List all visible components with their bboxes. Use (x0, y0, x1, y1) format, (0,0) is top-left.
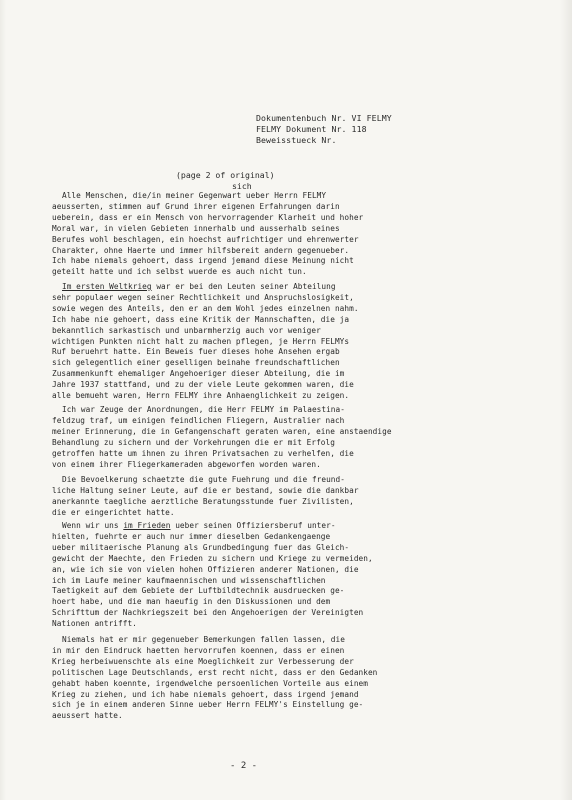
text-line: Wenn wir uns im Frieden ueber seinen Offiziersberuf unter- (62, 521, 336, 530)
text-line: Im ersten Weltkrieg war er bei den Leuten seiner Abteilung (62, 282, 336, 291)
text-line: Ich habe niemals gehoert, dass irgend jemand diese Meinung nicht (52, 256, 354, 266)
underlined-phrase: Im ersten Weltkrieg (62, 282, 152, 291)
paragraph-5 (52, 521, 522, 630)
text-line: Charakter, ohne Haerte und immer hilfsbereit andern gegenueber. (52, 245, 350, 255)
text-line: Taetigkeit auf dem Gebiete der Luftbildtechnik ausdruecken ge- (52, 586, 345, 596)
document-header (256, 113, 392, 146)
page-of-original-note: (page 2 of original) (176, 170, 275, 180)
text-line: hielten, fuehrte er auch nur immer dieselben Gedankengaenge (52, 531, 331, 541)
text-line: sich je in einem anderen Sinne ueber Herrn FELMY's Einstellung ge- (52, 700, 364, 710)
header-line-2: FELMY Dokument Nr. 118 (256, 124, 367, 134)
text-line: meiner Erinnerung, die in Gefangenschaft geraten waren, eine anstaendige (52, 426, 392, 436)
text-line: Schrifttum der Nachkriegszeit bei den Angehoerigen der Vereinigten (52, 608, 364, 618)
text-line: Ich habe nie gehoert, dass eine Kritik der Mannschaften, die ja (52, 314, 350, 324)
header-line-1: Dokumentenbuch Nr. VI FELMY (256, 113, 392, 123)
text-line: aeusserten, stimmen auf Grund ihrer eigenen Erfahrungen darin (52, 201, 340, 211)
handwritten-insertion: sich (232, 181, 252, 191)
text-line: Ruf beruehrt hatte. Ein Beweis fuer dieses hohe Ansehen ergab (52, 347, 340, 357)
text-line: alle bemueht waren, Herrn FELMY ihre Anhaenglichkeit zu zeigen. (52, 391, 350, 401)
text-line: an, wie ich sie von vielen hohen Offizieren anderer Nationen, die (52, 564, 359, 574)
text-line: Alle Menschen, die/in meiner Gegenwart ueber Herrn FELMY (62, 191, 327, 200)
text-line: aeussert hatte. (52, 711, 123, 721)
text-line: anerkannte taegliche aerztliche Beratungsstunde fuer Zivilisten, (52, 496, 354, 506)
text-line: Zusammenkunft ehemaliger Angehoeriger dieser Abteilung, die im (52, 369, 345, 379)
text-line: sowie wegen des Anteils, den er an dem Wohl jedes einzelnen nahm. (52, 303, 359, 313)
text-line: sehr populaer wegen seiner Rechtlichkeit und Anspruchslosigkeit, (52, 292, 354, 302)
text-line: ueber militaerische Planung als Grundbedingung fuer das Gleich- (52, 542, 350, 552)
text-line: Behandlung zu sichern und der Vorkehrungen die er mit Erfolg (52, 437, 335, 447)
text-line: ueberein, dass er ein Mensch von hervorragender Klarheit und hoher (52, 212, 364, 222)
text-line: getroffen hatte um ihnen zu ihren Privatsachen zu verhelfen, die (52, 448, 354, 458)
paragraph-4 (52, 475, 522, 519)
paragraph-2 (52, 282, 522, 402)
paragraph-1 (52, 191, 522, 278)
text-line: Berufes wohl beschlagen, ein hoechst aufrichtiger und ehrenwerter (52, 234, 359, 244)
text-line: bekanntlich sarkastisch und unbarmherzig auch vor weniger (52, 325, 321, 335)
text-line: Krieg zu ziehen, und ich habe niemals gehoert, dass irgend jemand (52, 689, 359, 699)
text-line: gewicht der Maechte, den Frieden zu sichern und Kriege zu vermeiden, (52, 553, 373, 563)
paragraph-3 (52, 405, 522, 470)
text-line: hoert habe, und die man haeufig in den Diskussionen und dem (52, 597, 331, 607)
text-line: die er eingerichtet hatte. (52, 507, 175, 517)
underlined-phrase: im Frieden (123, 521, 171, 530)
text-line: geteilt hatte und ich selbst wuerde es auch nicht tun. (52, 267, 307, 277)
text-line: von einem ihrer Fliegerkameraden abgeworfen worden waren. (52, 459, 321, 469)
paragraph-6 (52, 635, 522, 722)
page-number: - 2 - (230, 761, 258, 771)
text-line: in mir den Eindruck haetten hervorrufen koennen, dass er einen (52, 645, 345, 655)
text-line: sich gelegentlich einer geselligen beinahe freundschaftlichen (52, 358, 340, 368)
text-line: Ich war Zeuge der Anordnungen, die Herr FELMY im Palaestina- (62, 405, 345, 414)
header-line-3: Beweisstueck Nr. (256, 135, 337, 145)
text-line: gehabt haben koennte, irgendwelche persoenlichen Vorteile aus einem (52, 678, 368, 688)
text-line: ich im Laufe meiner kaufmaennischen und wissenschaftlichen (52, 575, 326, 585)
text-line: wichtigen Punkten nicht halt zu machen pflegen, je Herrn FELMYs (52, 336, 350, 346)
text-line: Nationen antrifft. (52, 619, 137, 629)
text-line: Niemals hat er mir gegenueber Bemerkungen fallen lassen, die (62, 635, 345, 644)
text-line: politischen Lage Deutschlands, erst recht nicht, dass er den Gedanken (52, 667, 378, 677)
text-line: Moral war, in vielen Gebieten innerhalb und ausserhalb seines (52, 223, 340, 233)
text-line: Die Bevoelkerung schaetzte die gute Fuehrung und die freund- (62, 475, 345, 484)
text-line: Jahre 1937 stattfand, und zu der viele Leute gekommen waren, die (52, 380, 354, 390)
text-line: Krieg herbeiwuenschte als eine Moeglichkeit zur Verbesserung der (52, 656, 354, 666)
text-line: feldzug traf, um einigen feindlichen Fliegern, Australier nach (52, 415, 345, 425)
text-line: liche Haltung seiner Leute, auf die er bestand, sowie die dankbar (52, 485, 359, 495)
